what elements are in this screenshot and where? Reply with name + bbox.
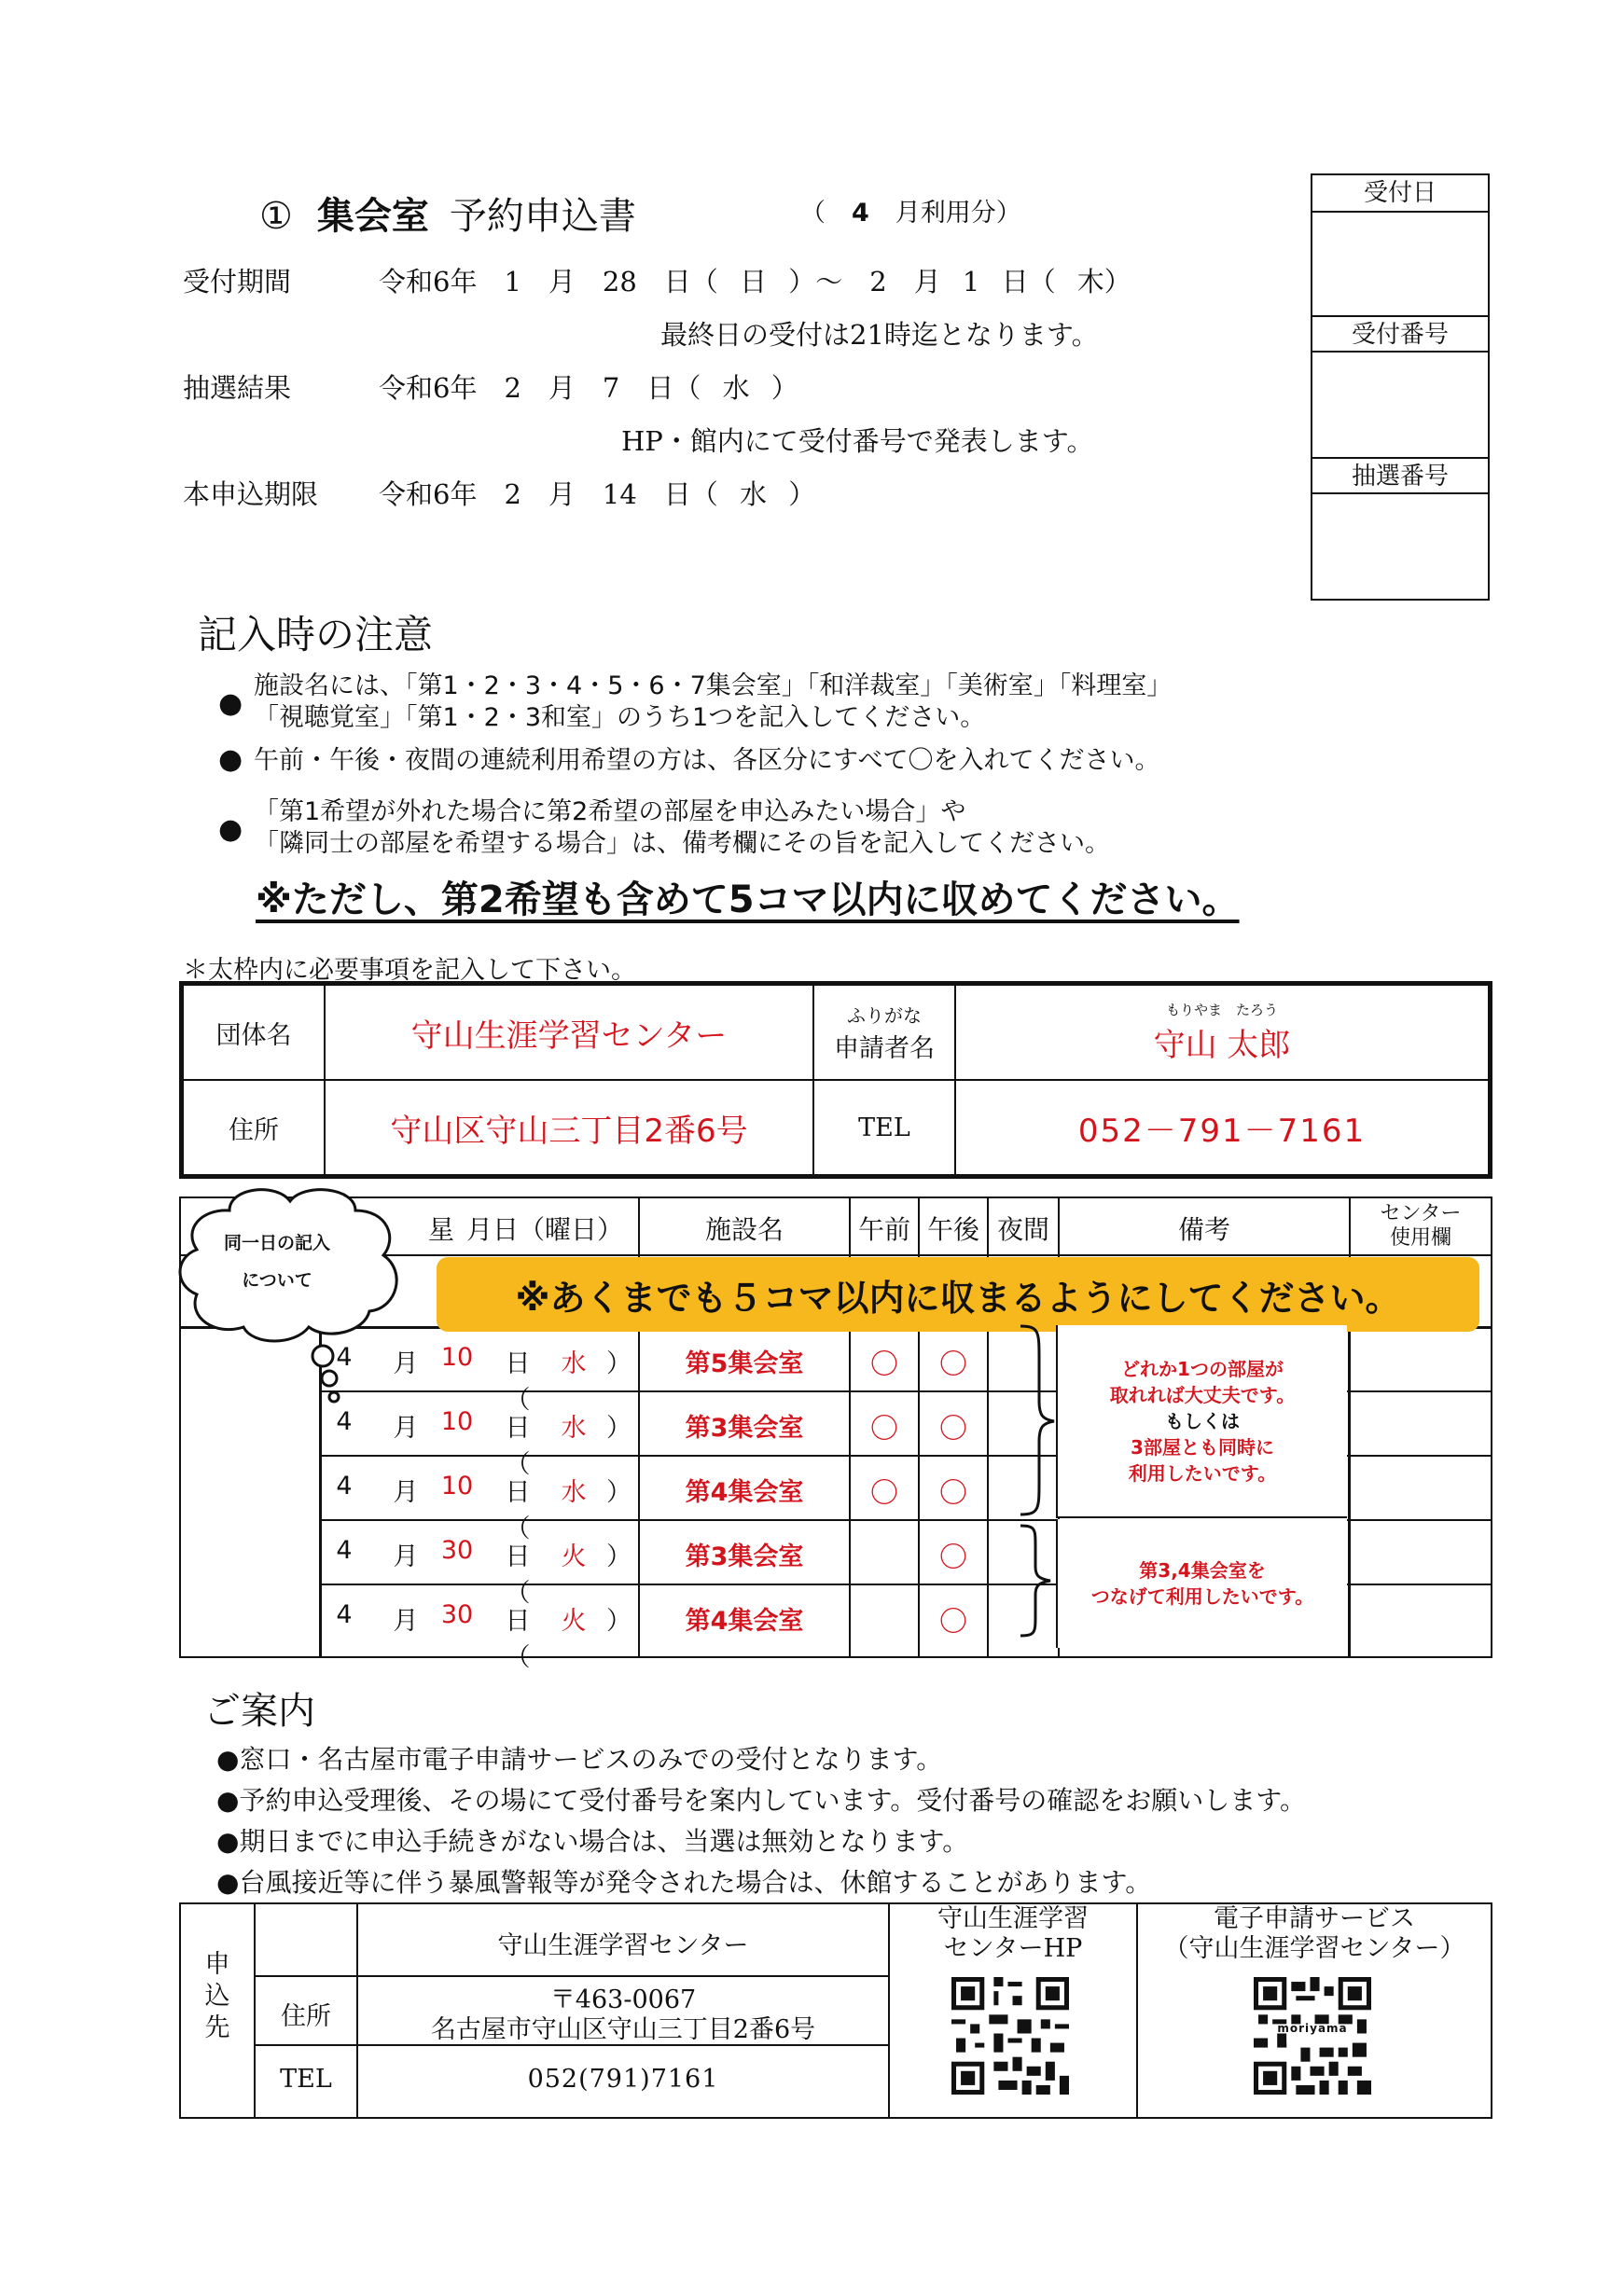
row-day-suffix: 日（	[505, 1542, 531, 1608]
row-month[interactable]: 4	[336, 1472, 353, 1501]
row-month-suffix: 月	[393, 1349, 419, 1378]
eservice-qr-code-icon[interactable]	[1254, 1977, 1371, 2095]
row-facility[interactable]: 第4集会室	[685, 1478, 804, 1507]
contact-postal: 〒463-0067	[549, 1985, 697, 2014]
eservice-caption	[1138, 1904, 1491, 1964]
bubble-line1: 同一日の記入	[223, 1233, 330, 1253]
schedule-rows	[317, 1324, 1054, 1672]
title-doc-name: 予約申込書	[449, 195, 636, 238]
office-stamp-box	[1311, 173, 1490, 601]
eservice-line2: （守山生涯学習センター）	[1163, 1934, 1465, 1963]
guide-bullet: ●	[216, 1785, 240, 1816]
remark-cell-2[interactable]	[1056, 1519, 1347, 1648]
row-afternoon[interactable]: 〇	[939, 1349, 967, 1381]
guide-bullet: ●	[216, 1826, 240, 1857]
row-close: ）	[606, 1349, 632, 1378]
note2: 午前・午後・夜間の連続利用希望の方は、各区分にすべて〇を入れてください。	[254, 746, 1160, 775]
row-day[interactable]: 10	[440, 1407, 474, 1436]
lottery-label: 抽選結果	[183, 372, 292, 404]
lottery-number-header: 抽選番号	[1312, 457, 1488, 494]
contact-address-label: 住所	[281, 2002, 331, 2031]
remark-cell-1[interactable]	[1056, 1325, 1347, 1518]
contact-name: 守山生涯学習センター	[497, 1931, 749, 1960]
grouping-braces	[1015, 1322, 1060, 1653]
row-day-suffix: 日（	[505, 1414, 531, 1479]
title-number: ①	[259, 195, 293, 238]
date-header: 月日（曜日）	[465, 1214, 623, 1245]
guide-item1-text: 窓口・名古屋市電子申請サービスのみでの受付となります。	[239, 1744, 943, 1775]
row-morning[interactable]: 〇	[870, 1349, 898, 1381]
bubble-line2: について	[242, 1270, 312, 1291]
schedule-row[interactable]	[317, 1517, 1054, 1608]
applicant-table	[179, 981, 1492, 1179]
schedule-row[interactable]	[317, 1324, 1054, 1415]
row-close: ）	[606, 1478, 632, 1507]
note1-line2: 「視聴覚室」「第1・2・3和室」のうち1つを記入してください。	[254, 703, 986, 732]
note3-line2: 「隣同士の部屋を希望する場合」は、備考欄にその旨を記入してください。	[254, 829, 1110, 858]
row-facility[interactable]: 第5集会室	[685, 1349, 804, 1378]
contact-tel-label: TEL	[280, 2065, 332, 2094]
row-weekday[interactable]: 火	[561, 1542, 587, 1571]
row-day-suffix: 日（	[505, 1349, 531, 1415]
guide-item3-text: 期日までに申込手続きがない場合は、当選は無効となります。	[239, 1826, 969, 1857]
eservice-line1: 電子申請サービス	[1214, 1904, 1415, 1933]
date-header-partial: 星	[427, 1214, 454, 1245]
guide-item1	[216, 1739, 942, 1777]
address-label: 住所	[184, 1081, 326, 1174]
remark1-line1: どれか1つの部屋が	[1121, 1357, 1284, 1380]
guide-item3	[216, 1821, 968, 1859]
row-month[interactable]: 4	[336, 1536, 353, 1565]
note2-bullet: ●	[218, 743, 243, 776]
row-facility[interactable]: 第3集会室	[685, 1414, 804, 1443]
schedule-row[interactable]	[317, 1582, 1054, 1672]
guide-item4-text: 台風接近等に伴う暴風警報等が発令された場合は、休館することがあります。	[239, 1867, 1152, 1898]
note3-bullet: ●	[218, 813, 243, 846]
note3-line1: 「第1希望が外れた場合に第2希望の部屋を申込みたい場合」や	[254, 797, 966, 826]
row-weekday[interactable]: 水	[561, 1478, 587, 1507]
center-use-line2: 使用欄	[1389, 1226, 1451, 1250]
side-label-2: 込	[204, 1982, 230, 2011]
row-close: ）	[606, 1607, 632, 1636]
guide-item2-text: 予約申込受理後、その場にて受付番号を案内しています。受付番号の確認をお願いします。	[239, 1785, 1306, 1816]
furigana-label: ふりがな	[847, 1004, 922, 1027]
reception-value: 令和6年 1 月 28 日（ 日 ）～ 2 月 1 日（ 木）	[379, 266, 1131, 297]
contact-address: 名古屋市守山区守山三丁目2番6号	[430, 2015, 816, 2044]
row-month-suffix: 月	[393, 1607, 419, 1636]
contact-side-label	[181, 1949, 254, 2044]
contact-tel: 052(791)7161	[527, 2065, 719, 2094]
row-close: ）	[606, 1414, 632, 1443]
row-morning[interactable]: 〇	[870, 1413, 898, 1445]
row-month[interactable]: 4	[336, 1407, 353, 1436]
guide-bullet: ●	[216, 1867, 240, 1898]
lottery-value: 令和6年 2 月 7 日（ 水 ）	[379, 372, 798, 404]
remark1-line3: もしくは	[1165, 1409, 1240, 1432]
remark1-line5: 利用したいです。	[1128, 1461, 1277, 1485]
row-close: ）	[606, 1542, 632, 1571]
frame-instruction: ＊太枠内に必要事項を記入して下さい。	[183, 956, 636, 985]
remark1-line2: 取れれば大丈夫です。	[1109, 1383, 1296, 1406]
row-month[interactable]: 4	[336, 1343, 353, 1372]
morning-header: 午前	[857, 1214, 910, 1245]
row-day-suffix: 日（	[505, 1478, 531, 1543]
facility-header: 施設名	[704, 1214, 784, 1245]
applicant-label-cell	[814, 986, 956, 1081]
row-morning[interactable]: 〇	[870, 1477, 898, 1510]
address-field[interactable]: 守山区守山三丁目2番6号	[326, 1081, 814, 1174]
remark2-line2: つなげて利用したいです。	[1090, 1585, 1314, 1608]
guide-item4	[216, 1862, 1151, 1900]
guide-item2	[216, 1780, 1306, 1818]
group-name-field[interactable]: 守山生涯学習センター	[326, 986, 814, 1081]
row-month[interactable]: 4	[336, 1600, 353, 1629]
guide-bullet: ●	[216, 1744, 240, 1775]
night-header: 夜間	[996, 1214, 1049, 1245]
row-month-suffix: 月	[393, 1414, 419, 1443]
slot-limit-banner: ※あくまでも５コマ以内に収まるようにしてください。	[437, 1257, 1479, 1332]
hp-caption	[890, 1904, 1136, 1964]
guide-title: ご案内	[203, 1690, 315, 1733]
row-day-suffix: 日（	[505, 1607, 531, 1672]
hp-line1: 守山生涯学習	[937, 1904, 1089, 1933]
emphasis-warning: ※ただし、第2希望も含めて5コマ以内に収めてください。	[256, 878, 1240, 921]
row-facility[interactable]: 第4集会室	[685, 1607, 804, 1636]
row-weekday[interactable]: 水	[561, 1349, 587, 1378]
lottery-note: HP・館内にて受付番号で発表します。	[621, 425, 1094, 457]
usage-month-suffix: 月利用分）	[895, 199, 1021, 228]
row-month-suffix: 月	[393, 1542, 419, 1571]
deadline-label: 本申込期限	[183, 478, 319, 510]
row-afternoon[interactable]: 〇	[939, 1477, 967, 1510]
row-weekday[interactable]: 水	[561, 1414, 587, 1443]
applicant-name-field[interactable]: 守山 太郎	[1153, 1027, 1291, 1064]
side-label-1: 申	[204, 1950, 230, 1979]
usage-month	[800, 192, 1021, 228]
title-facility: 集会室	[316, 195, 429, 238]
applicant-name-cell[interactable]	[956, 986, 1488, 1081]
row-afternoon[interactable]: 〇	[939, 1413, 967, 1445]
hp-line2: センターHP	[943, 1934, 1083, 1963]
remarks-header: 備考	[1177, 1214, 1230, 1245]
contact-table	[179, 1902, 1492, 2119]
reception-note: 最終日の受付は21時迄となります。	[660, 319, 1099, 351]
applicant-name-label: 申請者名	[834, 1034, 935, 1063]
bubble-text	[198, 1224, 356, 1299]
schedule-row[interactable]	[317, 1389, 1054, 1479]
usage-open-paren: （	[800, 199, 826, 228]
row-facility[interactable]: 第3集会室	[685, 1542, 804, 1571]
row-day[interactable]: 30	[440, 1536, 474, 1565]
row-weekday[interactable]: 火	[561, 1607, 587, 1636]
row-day[interactable]: 30	[440, 1600, 474, 1629]
received-date-header: 受付日	[1312, 175, 1488, 213]
deadline-value: 令和6年 2 月 14 日（ 水 ）	[379, 478, 816, 510]
notes-title: 記入時の注意	[198, 612, 434, 657]
receipt-number-header: 受付番号	[1312, 315, 1488, 353]
row-day[interactable]: 10	[440, 1472, 474, 1501]
side-label-3: 先	[204, 2013, 230, 2042]
row-afternoon[interactable]: 〇	[939, 1606, 967, 1639]
center-use-header	[1351, 1202, 1491, 1251]
schedule-row[interactable]	[317, 1453, 1054, 1543]
form-title	[259, 187, 636, 240]
furigana-field[interactable]: もりやま たろう	[1165, 1002, 1278, 1018]
usage-month-value: 4	[852, 199, 869, 228]
afternoon-header: 午後	[926, 1214, 979, 1245]
tel-field[interactable]: 052－791－7161	[1077, 1112, 1367, 1150]
qr-caption: moriyama	[1277, 2022, 1348, 2035]
note1-line1: 施設名には、「第1・2・3・4・5・6・7集会室」「和洋裁室」「美術室」「料理室」	[254, 671, 1173, 700]
row-day[interactable]: 10	[440, 1343, 474, 1372]
row-month-suffix: 月	[393, 1478, 419, 1507]
remark1-line4: 3部屋とも同時に	[1131, 1435, 1274, 1459]
row-afternoon[interactable]: 〇	[939, 1542, 967, 1574]
remark2-line1: 第3,4集会室を	[1139, 1559, 1266, 1582]
tel-label: TEL	[814, 1081, 956, 1174]
center-use-line1: センター	[1380, 1202, 1462, 1225]
note1-bullet: ●	[218, 687, 243, 720]
group-name-label: 団体名	[184, 986, 326, 1081]
hp-qr-code-icon[interactable]	[951, 1977, 1069, 2095]
reception-label: 受付期間	[183, 266, 292, 297]
